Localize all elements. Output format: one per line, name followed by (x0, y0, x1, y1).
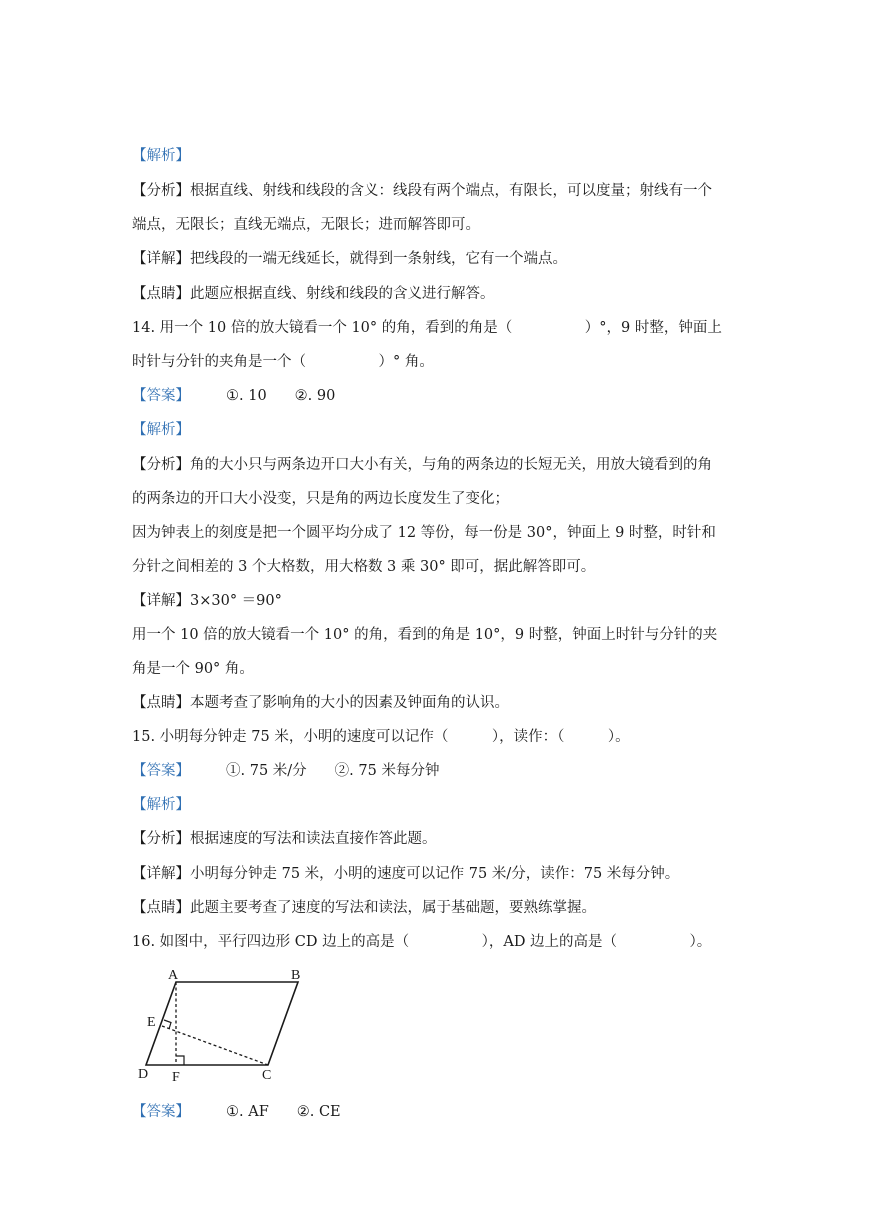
q14-fenxi-line2: 的两条边的开口大小没变，只是角的两边长度发生了变化； (132, 491, 509, 507)
q14-fenxi-line3: 因为钟表上的刻度是把一个圆平均分成了 12 等份，每一份是 30°，钟面上 9 时整，时针和 (132, 525, 716, 541)
q14-xiangjie-line2: 用一个 10 倍的放大镜看一个 10° 的角，看到的角是 10°，9 时整，钟面上时针与分针的夹 (132, 627, 718, 643)
q13-fenxi-line2: 端点，无限长；直线无端点，无限长；进而解答即可。 (132, 217, 480, 233)
q13-dianjing-tag: 【点睛】 (132, 286, 190, 302)
label-b: B (291, 968, 301, 983)
q15-jiexi-heading: 【解析】 (132, 797, 190, 813)
q16-stem: 16. 如图中，平行四边形 CD 边上的高是（ ），AD 边上的高是（ ）。 (132, 934, 712, 950)
q14-xiangjie-tag: 【详解】 (132, 593, 190, 609)
q13-fenxi-text1: 根据直线、射线和线段的含义：线段有两个端点，有限长，可以度量；射线有一个 (190, 183, 712, 199)
q13-jiexi-heading: 【解析】 (132, 148, 190, 164)
parallelogram-svg (138, 964, 308, 1084)
q14-jiexi-heading: 【解析】 (132, 422, 190, 438)
q15-answer-2: ②. 75 米每分钟 (334, 763, 440, 779)
q14-stem-line1: 14. 用一个 10 倍的放大镜看一个 10° 的角，看到的角是（ ）°，9 时整，钟面上 (132, 320, 722, 336)
right-angle-f-mark (176, 1056, 184, 1065)
q15-answer-line (132, 761, 439, 781)
q15-answer-tag: 【答案】 (132, 763, 190, 779)
q13-dianjing-text: 此题应根据直线、射线和线段的含义进行解答。 (190, 286, 495, 302)
q16-answer-line (132, 1102, 341, 1122)
q14-answer-line (132, 386, 335, 406)
parallelogram-figure (138, 964, 308, 1084)
q13-fenxi-tag: 【分析】 (132, 183, 190, 199)
label-f: F (172, 1070, 180, 1084)
height-ce-line (162, 1026, 268, 1065)
q13-xiangjie-line (132, 249, 567, 269)
q14-dianjing-line (132, 693, 509, 713)
q14-answer-tag: 【答案】 (132, 388, 190, 404)
q15-fenxi-line (132, 829, 437, 849)
q15-dianjing-tag: 【点睛】 (132, 900, 190, 916)
q14-xiangjie-text1: 3×30° ＝90° (190, 593, 282, 609)
q14-answer-2: ②. 90 (294, 388, 336, 404)
q15-xiangjie-line (132, 864, 679, 884)
q16-answer-2: ②. CE (296, 1104, 341, 1120)
q13-fenxi-line1 (132, 181, 712, 201)
q14-dianjing-tag: 【点睛】 (132, 695, 190, 711)
q14-answer-1: ①. 10 (226, 388, 267, 404)
q15-xiangjie-tag: 【详解】 (132, 866, 190, 882)
label-e: E (147, 1015, 156, 1030)
q13-xiangjie-text: 把线段的一端无线延长，就得到一条射线，它有一个端点。 (190, 251, 567, 267)
parallelogram-shape (146, 982, 298, 1065)
q14-xiangjie-line1 (132, 591, 282, 611)
q16-answer-1: ①. AF (226, 1104, 269, 1120)
label-c: C (262, 1068, 272, 1083)
q15-answer-1: ①. 75 米/分 (226, 763, 307, 779)
q13-dianjing-line (132, 284, 495, 304)
q14-fenxi-tag: 【分析】 (132, 457, 190, 473)
q14-fenxi-line4: 分针之间相差的 3 个大格数，用大格数 3 乘 30° 即可，据此解答即可。 (132, 559, 596, 575)
q14-fenxi-line1 (132, 455, 712, 475)
q15-stem: 15. 小明每分钟走 75 米，小明的速度可以记作（ ），读作：（ ）。 (132, 729, 630, 745)
q14-fenxi-text1: 角的大小只与两条边开口大小有关，与角的两条边的长短无关，用放大镜看到的角 (190, 457, 712, 473)
label-d: D (138, 1067, 149, 1082)
q14-xiangjie-line3: 角是一个 90° 角。 (132, 661, 254, 677)
label-a: A (168, 968, 179, 983)
q16-answer-tag: 【答案】 (132, 1104, 190, 1120)
q14-stem-line2: 时针与分针的夹角是一个（ ）° 角。 (132, 354, 434, 370)
q14-dianjing-text: 本题考查了影响角的大小的因素及钟面角的认识。 (190, 695, 509, 711)
q15-dianjing-text: 此题主要考查了速度的写法和读法，属于基础题，要熟练掌握。 (190, 900, 596, 916)
q15-fenxi-tag: 【分析】 (132, 831, 190, 847)
q15-xiangjie-text: 小明每分钟走 75 米，小明的速度可以记作 75 米/分，读作：75 米每分钟。 (190, 866, 680, 882)
q15-dianjing-line (132, 898, 596, 918)
q13-xiangjie-tag: 【详解】 (132, 251, 190, 267)
q15-fenxi-text: 根据速度的写法和读法直接作答此题。 (190, 831, 437, 847)
